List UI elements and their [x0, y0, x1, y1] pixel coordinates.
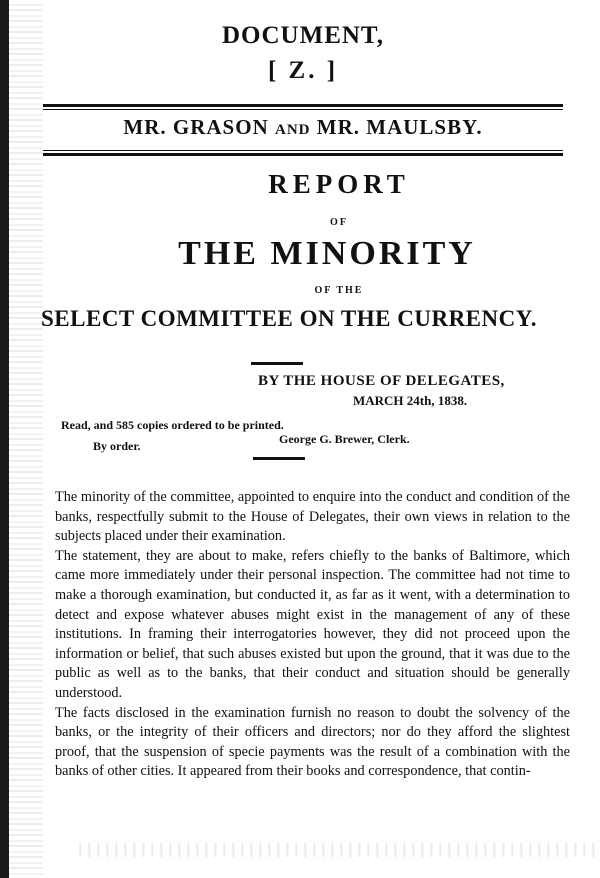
by-house-line: BY THE HOUSE OF DELEGATES,: [258, 373, 505, 389]
header-rule-thin: [43, 109, 563, 110]
authors-conjunction: AND: [275, 122, 311, 138]
authors-rule-thin: [43, 150, 563, 151]
report-body: [55, 488, 570, 782]
of-the-label: OF THE: [314, 285, 364, 296]
authors-line: [43, 115, 563, 140]
committee-heading: SELECT COMMITTEE ON THE CURRENCY.: [41, 306, 537, 331]
date-line: MARCH 24th, 1838.: [353, 393, 468, 408]
paragraph-1: The minority of the committee, appointed to enquire into the conduct and condition of the banks, respectfully submit to the House of Delegates, their own views in relation to the subjects placed under their examination.: [55, 489, 570, 545]
page-damage-streak: [73, 843, 600, 857]
divider-rule-2: [253, 457, 305, 460]
document-page: [43, 0, 583, 878]
document-label: DOCUMENT,: [221, 22, 384, 49]
document-letter: [ Z. ]: [267, 57, 339, 84]
author-name-2: MAULSBY.: [360, 115, 483, 139]
clerk-signature-line: George G. Brewer, Clerk.: [279, 432, 410, 446]
minority-heading: THE MINORITY: [178, 235, 476, 272]
paragraph-2: The statement, they are about to make, refers chiefly to the banks of Baltimore, which came more immediately under their personal inspection. The committee had not time to make a thorough examination, but conducted it, as far as it went, with a determination to detect and expose whatever abuses might exist in the management of any of these institutions. In framing their interrogatories however, they did not proceed upon the information or belief, that such abuses existed but upon the ground, that it was due to the public as well as to the banks, that their conduct and situation should be generally understood.: [55, 547, 570, 701]
printing-order-line: Read, and 585 copies ordered to be printed.: [61, 418, 284, 432]
page-gutter-shadow: [9, 0, 43, 878]
report-heading: REPORT: [268, 169, 410, 199]
book-spine-edge: [0, 0, 9, 878]
paragraph-3: The facts disclosed in the examination furnish no reason to doubt the solvency of the banks, or the integrity of their officers and directors; nor do they afford the slightest proof, that the suspension of specie payments was the result of a combination with the banks of other cities. It appeared from their books and correspondence, that contin-: [55, 704, 570, 780]
header-rule-thick: [43, 104, 563, 107]
author-name-1: GRASON: [166, 115, 275, 139]
by-order-line: By order.: [93, 439, 141, 453]
of-label: OF: [330, 217, 348, 228]
author-title-2: MR.: [310, 115, 360, 139]
author-title-1: MR.: [123, 115, 167, 139]
divider-rule-1: [251, 362, 303, 365]
authors-rule-thick: [43, 153, 563, 156]
